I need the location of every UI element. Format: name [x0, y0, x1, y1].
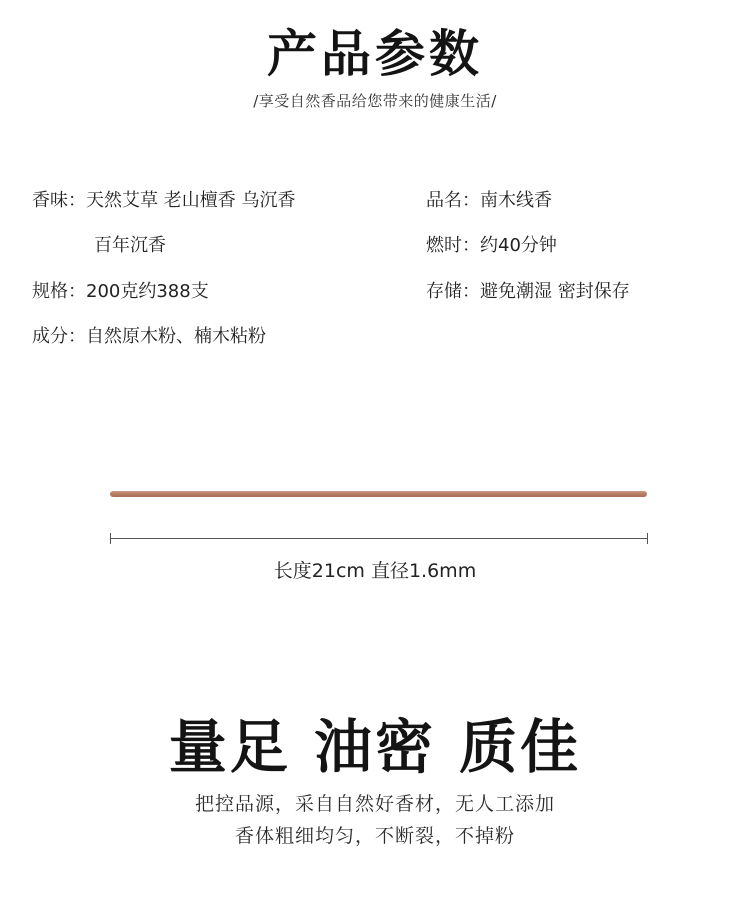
param-storage-value: 避免潮湿 密封保存 [480, 281, 630, 302]
page-subtitle: /享受自然香品给您带来的健康生活/ [253, 92, 497, 110]
param-ingredients [32, 322, 266, 348]
param-scent-continued [94, 231, 166, 257]
dimension-line-left-cap [110, 533, 111, 544]
param-scent-label: 香味： [32, 190, 86, 211]
param-spec-label: 规格： [32, 281, 86, 302]
param-name [426, 186, 552, 212]
dimension-line [110, 538, 648, 539]
param-burn-time-label: 燃时： [426, 235, 480, 256]
param-storage [426, 277, 630, 303]
param-spec [32, 277, 209, 303]
param-ingredients-value: 自然原木粉、楠木粘粉 [86, 326, 266, 347]
param-scent-value-2: 百年沉香 [94, 235, 166, 256]
slogan-line-2: 香体粗细均匀，不断裂，不掉粉 [234, 825, 515, 847]
dimension-line-right-cap [647, 533, 648, 544]
param-burn-time [426, 231, 557, 257]
page-title: 产品参数 [267, 24, 483, 83]
slogan-line-1: 把控品源，采自自然好香材，无人工添加 [194, 793, 555, 815]
param-scent-value: 天然艾草 老山檀香 乌沉香 [86, 190, 296, 211]
slogan-title: 量足 油密 质佳 [168, 713, 582, 781]
param-burn-time-value: 约40分钟 [480, 235, 557, 256]
param-storage-label: 存储： [426, 281, 480, 302]
param-name-value: 南木线香 [480, 190, 552, 211]
incense-stick-image [110, 491, 647, 497]
dimension-text: 长度21cm 直径1.6mm [273, 560, 477, 582]
param-name-label: 品名： [426, 190, 480, 211]
param-scent [32, 186, 295, 212]
param-ingredients-label: 成分： [32, 326, 86, 347]
param-spec-value: 200克约388支 [86, 281, 209, 302]
